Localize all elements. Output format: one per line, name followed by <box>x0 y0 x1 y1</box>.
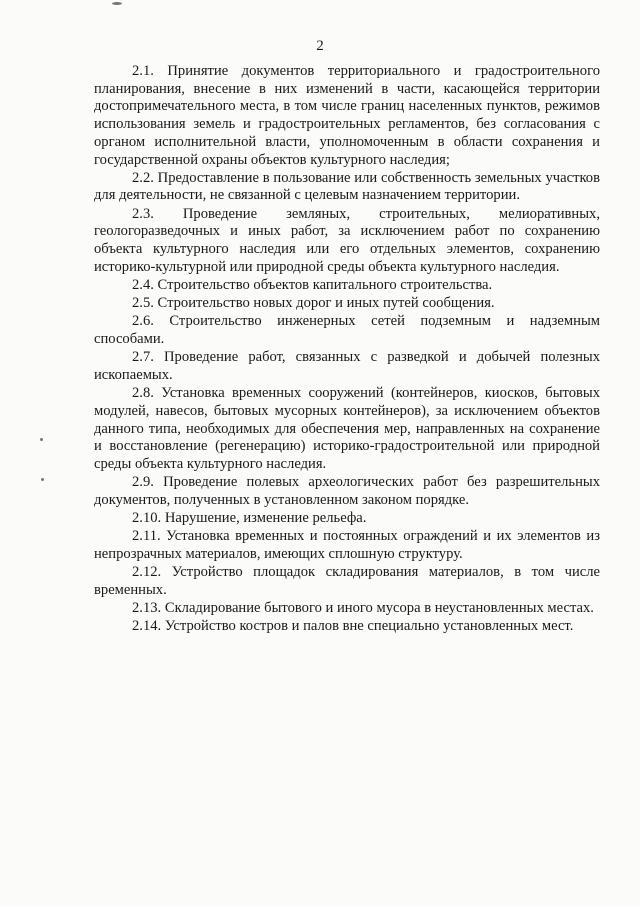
paragraph-2-13: 2.13. Складирование бытового и иного мусора в неустановленных местах. <box>132 600 594 617</box>
paragraph-2-9: 2.9. Проведение полевых археологических работ без разрешительных документов, полученных в установленном законом порядке. <box>94 474 600 508</box>
paragraph-2-11: 2.11. Установка временных и постоянных ограждений и их элементов из непрозрачных материалов, имеющих сплошную структуру. <box>94 528 600 562</box>
scan-speck <box>112 2 122 5</box>
page-number: 2 <box>316 38 324 54</box>
paragraph-2-3: 2.3. Проведение земляных, строительных, мелиоративных, геологоразведочных и иных работ, за исключением работ по сохранению объекта культурного наследия или его отдельных элементов, сохранению историко-культурной или природной среды объекта культурного наследия. <box>94 205 600 275</box>
paragraph-2-8: 2.8. Установка временных сооружений (контейнеров, киосков, бытовых модулей, навесов, бытовых мусорных контейнеров), за исключением объектов данного типа, необходимых для обеспечения мер, направленных на сохранение и восстановление (регенерацию) историко-градостроительной или природной среды объекта культурного наследия. <box>94 385 600 472</box>
paragraph-2-4: 2.4. Строительство объектов капитального строительства. <box>132 276 493 293</box>
paragraph-2-10: 2.10. Нарушение, изменение рельефа. <box>132 510 367 527</box>
paragraph-2-6: 2.6. Строительство инженерных сетей подземным и надземным способами. <box>94 313 600 348</box>
document-body <box>94 63 600 637</box>
scan-speck <box>41 478 44 481</box>
scan-speck <box>40 438 43 441</box>
paragraph-2-1: 2.1. Принятие документов территориального и градостроительного планирования, внесение в них изменений в части, касающейся территории достопримечательного места, в том числе границ населенных пунктов, режимов использования земель и градостроительных регламентов, без согласования с органом исполнительной власти, уполномоченным в области сохранения и государственной охраны объектов культурного наследия; <box>94 63 600 168</box>
paragraph-2-12: 2.12. Устройство площадок складирования материалов, в том числе временных. <box>94 564 600 598</box>
paragraph-2-2: 2.2. Предоставление в пользование или собственность земельных участков для деятельности, не связанной с целевым назначением территории. <box>94 169 600 204</box>
paragraph-2-5: 2.5. Строительство новых дорог и иных путей сообщения. <box>132 295 495 312</box>
paragraph-2-14: 2.14. Устройство костров и палов вне специально установленных мест. <box>132 618 574 635</box>
paragraph-2-7: 2.7. Проведение работ, связанных с разведкой и добычей полезных ископаемых. <box>94 349 600 383</box>
